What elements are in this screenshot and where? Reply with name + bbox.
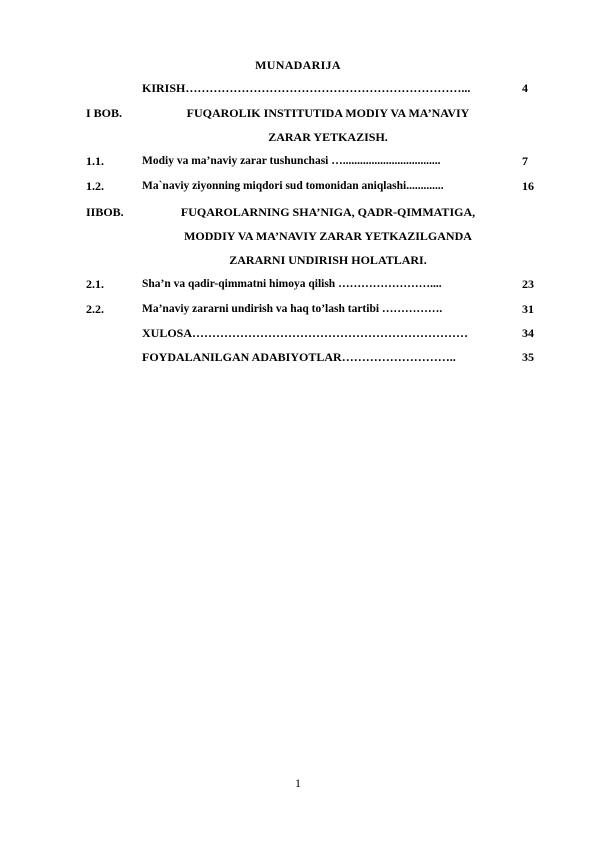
section-number: 1.2. bbox=[86, 179, 104, 193]
chapter-number: I BOB. bbox=[86, 106, 123, 120]
section-number: 2.1. bbox=[86, 277, 104, 291]
chapter-title-line: FUQAROLARNING SHA’NIGA, QADR-QIMMATIGA, bbox=[180, 205, 476, 219]
toc-entry-page: 7 bbox=[522, 154, 528, 168]
toc-entry-text: Ma’naviy zararni undirish va haq to’lash tartibi ……………. bbox=[142, 303, 443, 315]
toc-entry-1-2 bbox=[0, 177, 596, 195]
toc-entry-1-1 bbox=[0, 152, 596, 170]
toc-entry-2-1 bbox=[0, 275, 596, 293]
chapter-number: IIBOB. bbox=[86, 205, 124, 219]
toc-entry-page: 16 bbox=[522, 179, 534, 193]
toc-entry-xulosa bbox=[0, 324, 596, 342]
toc-entry-text: Modiy va ma’naviy zarar tushunchasi ….................................. bbox=[142, 155, 441, 167]
toc-entry-page: 34 bbox=[522, 326, 534, 340]
toc-entry-page: 31 bbox=[522, 302, 534, 316]
section-number: 1.1. bbox=[86, 154, 104, 168]
chapter-title-line: ZARARNI UNDIRISH HOLATLARI. bbox=[229, 253, 427, 267]
chapter-title-line: FUQAROLIK INSTITUTIDA MODIY VA MA’NAVIY bbox=[186, 106, 470, 120]
toc-entry-kirish bbox=[0, 79, 596, 97]
toc-entry-page: 23 bbox=[522, 277, 534, 291]
chapter-title-line: ZARAR YETKAZISH. bbox=[268, 130, 388, 144]
toc-entry-text: FOYDALANILGAN ADABIYOTLAR……………………….. bbox=[142, 350, 456, 364]
page-title: MUNADARIJA bbox=[255, 58, 341, 72]
toc-entry-page: 4 bbox=[522, 81, 528, 95]
toc-entry-page: 35 bbox=[522, 350, 534, 364]
toc-entry-text: KIRISH……………………………………………………………... bbox=[142, 81, 471, 95]
toc-entry-text: XULOSA…………………………………………………………… bbox=[142, 326, 469, 340]
chapter-title-line: MODDIY VA MA’NAVIY ZARAR YETKAZILGANDA bbox=[184, 229, 472, 243]
page-number: 1 bbox=[295, 776, 301, 790]
toc-entry-2-2 bbox=[0, 300, 596, 318]
toc-entry-adabiyotlar bbox=[0, 348, 596, 366]
toc-entry-text: Sha’n va qadir-qimmatni himoya qilish …………………….... bbox=[142, 278, 442, 290]
toc-entry-text: Ma`naviy ziyonning miqdori sud tomonidan aniqlashi............. bbox=[142, 180, 444, 192]
section-number: 2.2. bbox=[86, 302, 104, 316]
